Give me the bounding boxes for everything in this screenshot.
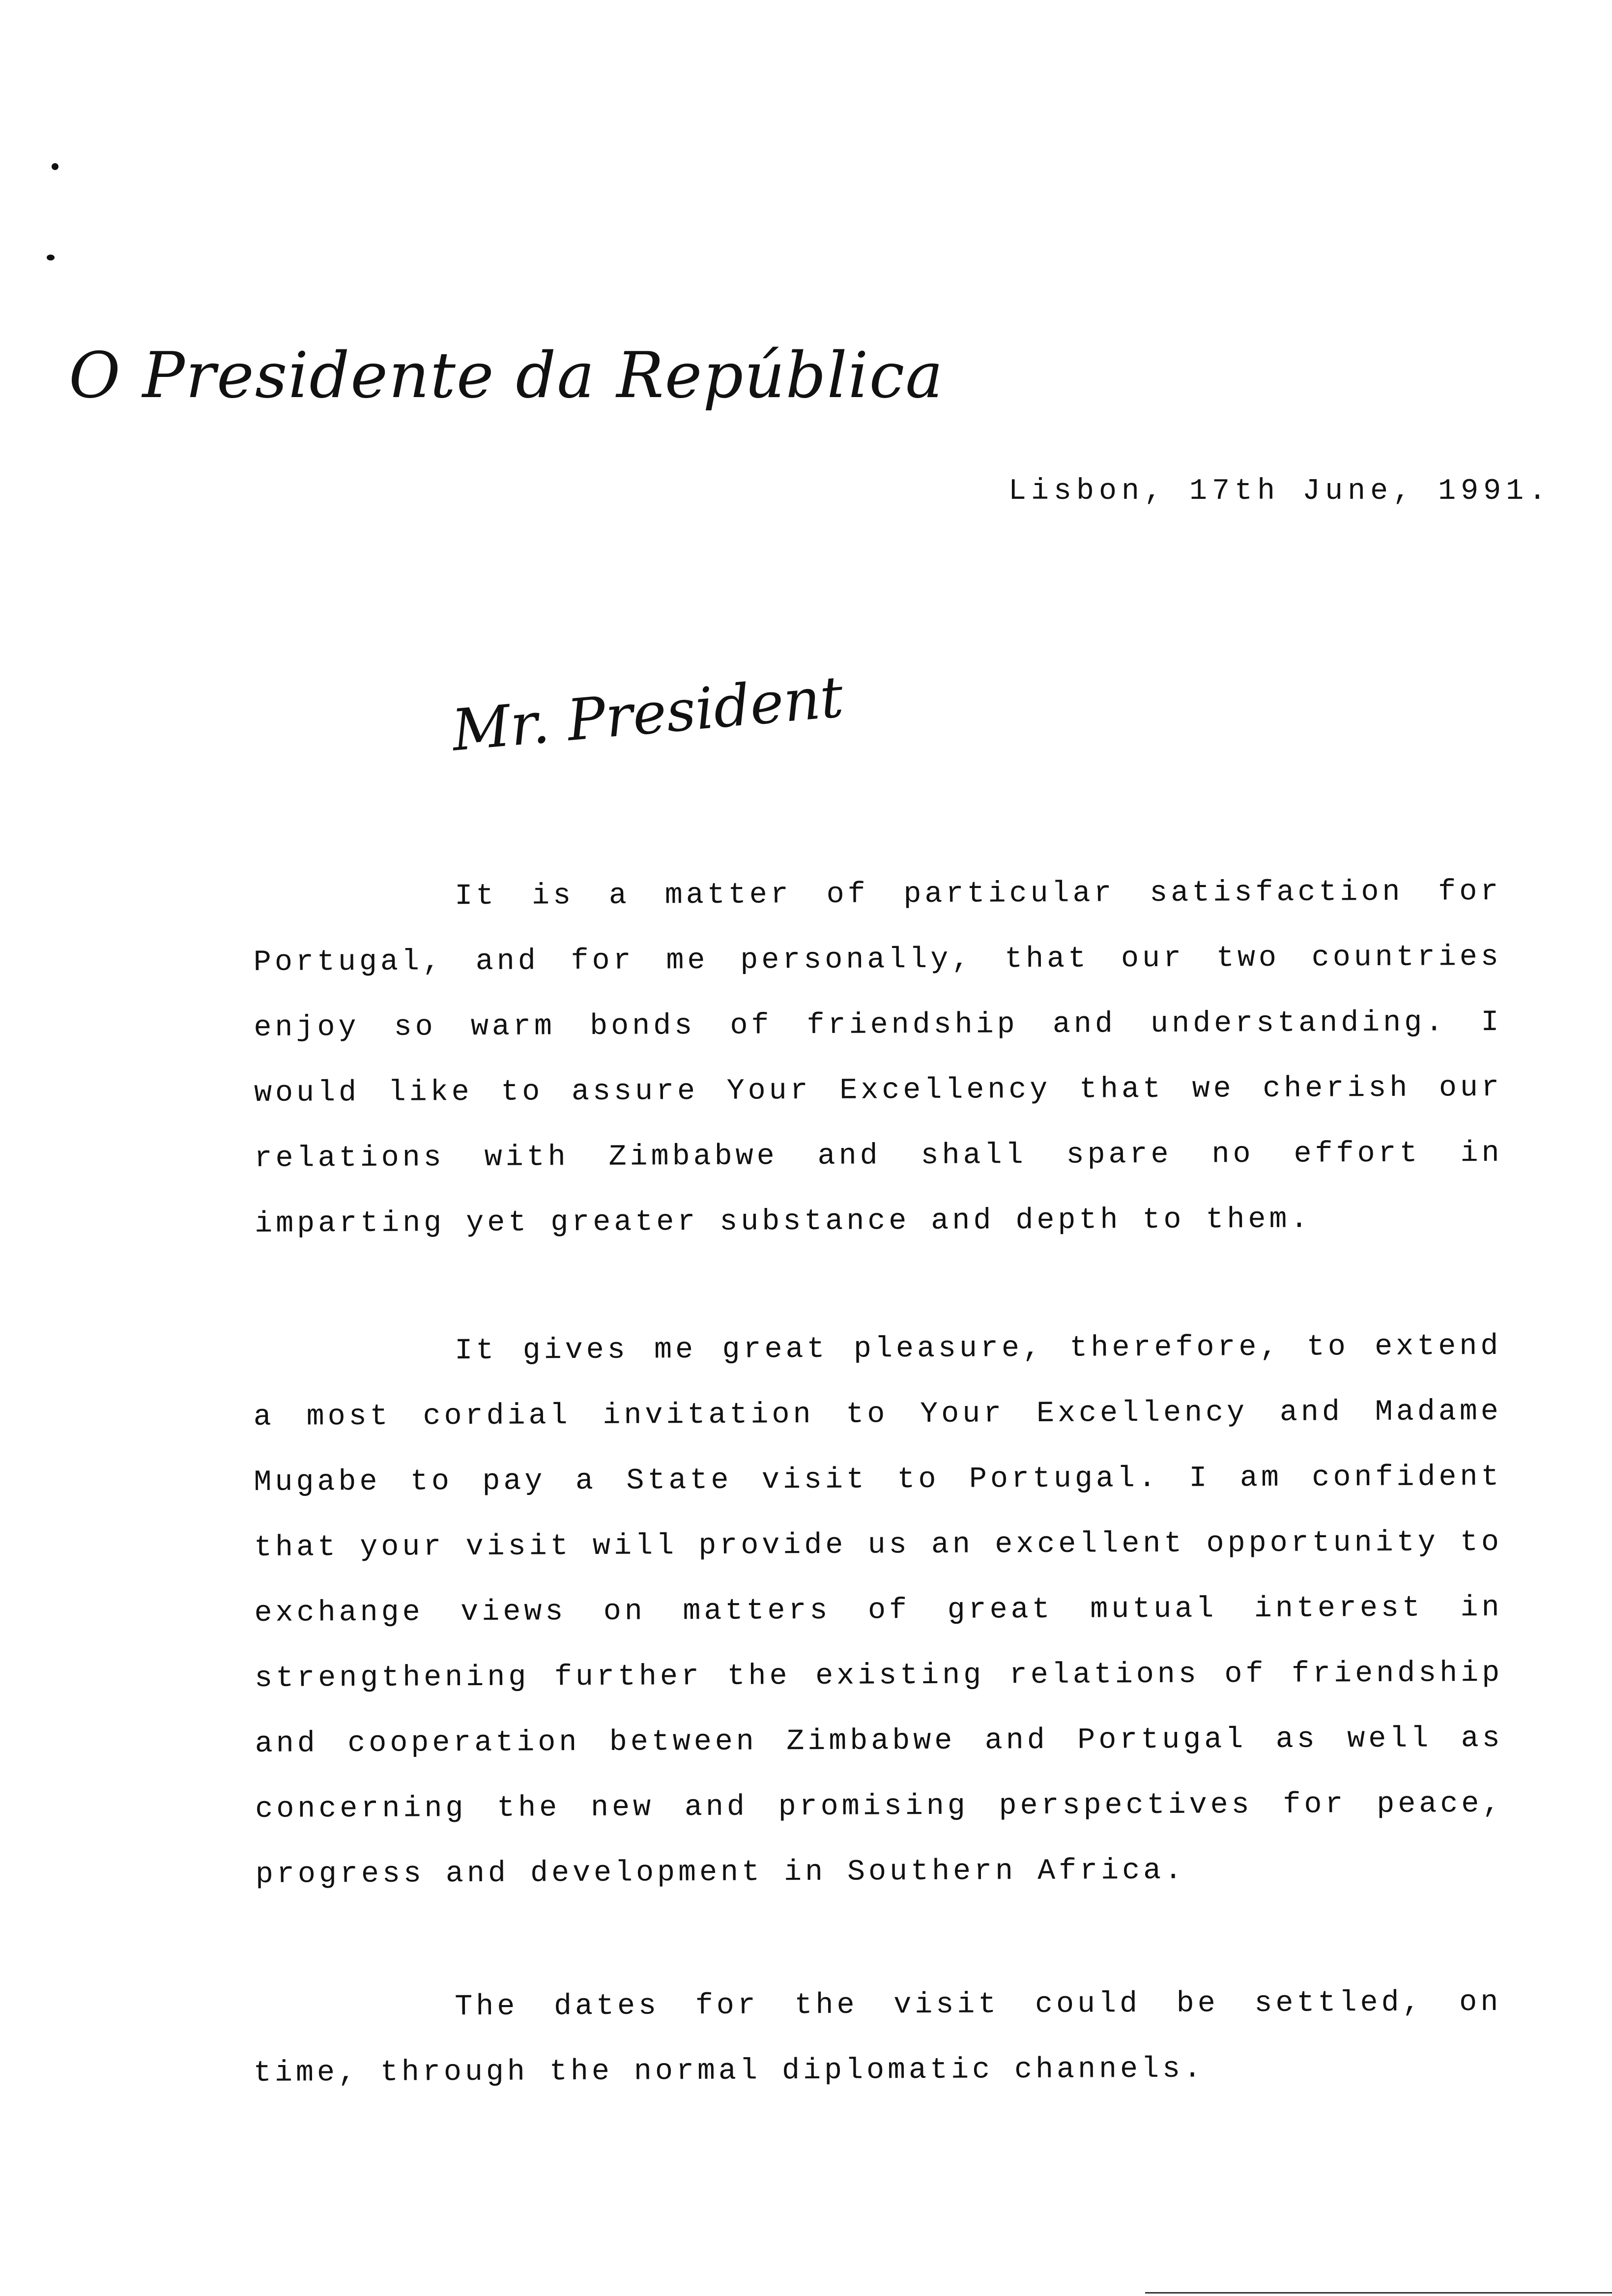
letterhead: O Presidente da República: [69, 339, 944, 412]
salutation: Mr. President: [449, 663, 846, 764]
margin-mark: [52, 163, 58, 170]
body-paragraph: It is a matter of particular satisfaction for Portugal, and for me personally, that our two countries enjoy so warm bonds of friendship and understanding. I would like to assure Your Excellency that we cherish our relations with Zimbabwe and shall spare no effort in imparting yet greater substance and depth to them.: [253, 875, 1503, 1241]
body-paragraph: The dates for the visit could be settled, on time, through the normal diplomatic channels.: [253, 1985, 1502, 2090]
body-paragraph: It gives me great pleasure, therefore, to extend a most cordial invitation to Your Excellency and Madame Mugabe to pay a State visit to Portugal. I am confident that your visit will provide us an excellent opportunity to exchange views on matters of great mutual interest in strengthening further the existing relations of friendship and cooperation between Zimbabwe and Portugal as well as concerning the new and promising perspectives for peace, progress and development in Southern Africa.: [253, 1329, 1504, 1892]
date-line: Lisbon, 17th June, 1991.: [1008, 475, 1552, 508]
page-edge-rule: [1145, 2292, 1612, 2294]
margin-mark: [47, 255, 55, 260]
